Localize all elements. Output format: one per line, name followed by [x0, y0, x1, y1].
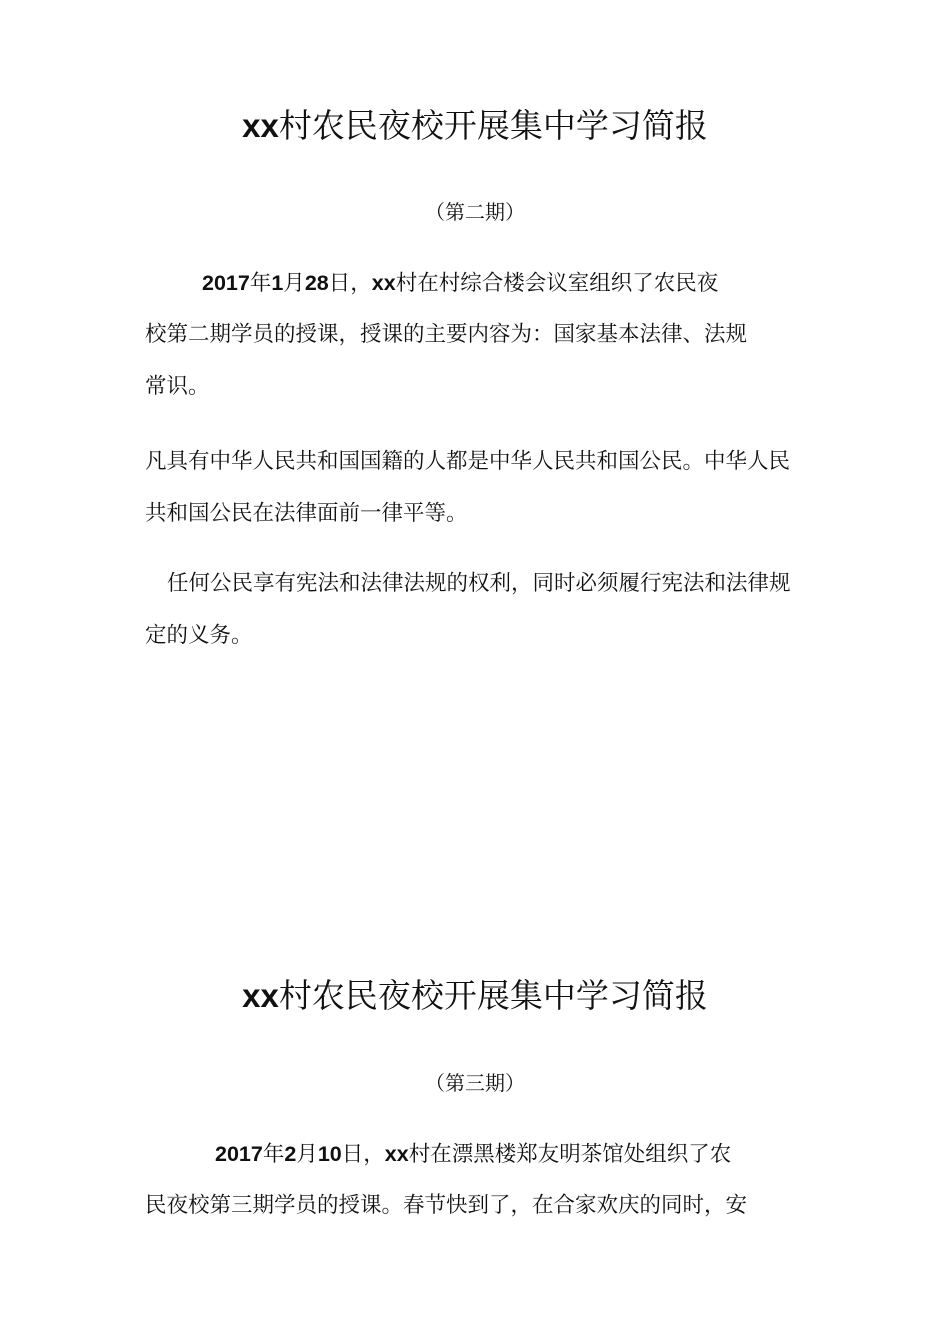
- rights-paragraph: [145, 558, 810, 662]
- date-year: 2017: [202, 271, 250, 295]
- month-char: 月: [283, 271, 305, 296]
- intro-paragraph-2: [145, 1128, 810, 1232]
- issue-number-2: （第三期）: [425, 1071, 525, 1095]
- title-main: 村农民夜校开展集中学习简报: [278, 106, 708, 145]
- date-month: 2: [284, 1142, 297, 1166]
- citizenship-paragraph: [145, 436, 810, 540]
- briefing-title-1: [0, 106, 950, 146]
- village-name: xx: [371, 271, 396, 295]
- briefing-title-2: [0, 976, 950, 1016]
- date-day: 10: [317, 1142, 342, 1166]
- issue-number-1: （第二期）: [425, 200, 525, 224]
- title-prefix: xx: [242, 107, 279, 144]
- intro-line-1: [145, 1128, 810, 1180]
- intro-line-2: 校第二期学员的授课，授课的主要内容为：国家基本法律、法规: [145, 322, 748, 347]
- year-char: 年: [262, 1142, 285, 1167]
- intro-text: 村在漂黑楼郑友明茶馆处组织了农: [408, 1142, 732, 1167]
- citizenship-line-1: 凡具有中华人民共和国国籍的人都是中华人民共和国公民。中华人民: [145, 449, 791, 474]
- title-main: 村农民夜校开展集中学习简报: [278, 976, 708, 1015]
- citizenship-line-2: 共和国公民在法律面前一律平等。: [145, 501, 468, 526]
- rights-line-1: 任何公民享有宪法和法律法规的权利，同时必须履行宪法和法律规: [167, 571, 791, 596]
- day-char: 日，: [328, 271, 372, 296]
- rights-line-2: 定的义务。: [145, 623, 253, 648]
- intro-line-3: 常识。: [145, 374, 210, 399]
- village-name: xx: [384, 1142, 409, 1166]
- title-prefix: xx: [242, 977, 279, 1014]
- intro-line-1: [145, 257, 810, 309]
- month-char: 月: [296, 1142, 318, 1167]
- date-year: 2017: [215, 1142, 263, 1166]
- intro-line-2: 民夜校第三期学员的授课。春节快到了，在合家欢庆的同时，安: [145, 1193, 748, 1218]
- intro-paragraph-1: [145, 257, 810, 413]
- intro-text: 村在村综合楼会议室组织了农民夜: [395, 271, 719, 296]
- date-month: 1: [271, 271, 284, 295]
- date-day: 28: [304, 271, 329, 295]
- day-char: 日，: [341, 1142, 385, 1167]
- year-char: 年: [249, 271, 272, 296]
